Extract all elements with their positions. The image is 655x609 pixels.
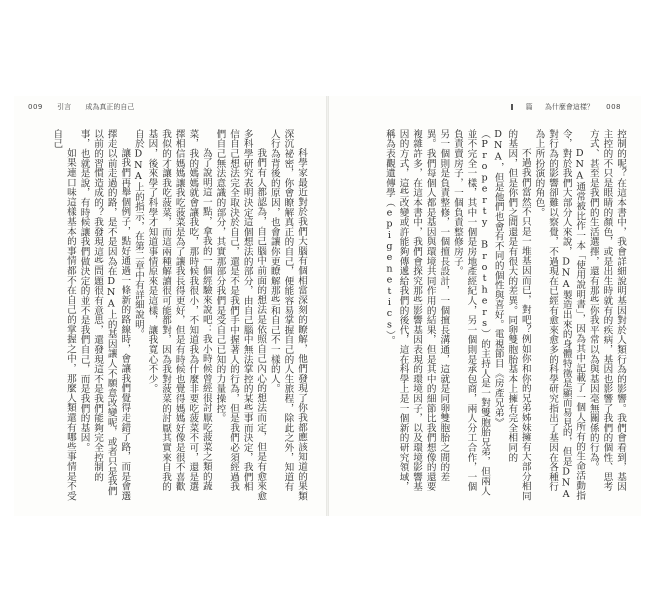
left-paragraph-2: 我們有人都認為，自己腦中前面的想法是依照自己內心的想法而定，但是有愈來愈多科學研究表明決定這個想法的部分，由自己腦中無法掌控的某些事而決定，我們相信自己想法完全取決於自己，還是不是我們手中握著人的行為，但是我們必須經過我們自己無法意識的部分，其實那部分我們是受自己已知的力量操控。 <box>214 129 267 501</box>
left-page-number: 009 <box>28 103 43 111</box>
section-mark-icon <box>511 104 513 110</box>
left-paragraph-5: 讓我們再舉個例子，點好通過一條新的路線時，會讓我們覺得走錯了路，而是會選擇走以前走過的路，是不是因為在DNA上的基因讓人不願意改變呢，或者只是我們以前的習慣造成的？我發現這些問題很有意思，還發現這不是我們能夠完全控制的事，也就是說，有時候讓我們做決定的並不是我們自己，而是我們的基因。 <box>78 129 131 501</box>
right-page <box>328 96 641 516</box>
right-paragraph-1: 控制的呢？在這本書中，我會詳細說明基因對於人類行為的影響。我們會看到，基因主控的不只是眼睛的顏色，或是出生時就有的疾病，基因也影響了我們的個性、思考方式、甚至是我們的生活選擇，還有那些你我平常以為與基因毫無關係的行為。 <box>587 129 626 492</box>
left-header-section: 引言 <box>57 103 72 111</box>
right-header-section: 篇 <box>511 103 533 111</box>
right-paragraph-3: 不過我們當然不只是一堆基因而已，對吧？例如你和你的兄弟姊妹擁有大部分相同的基因，但是你們之間還是有很大的差異。同卵雙胞胎基本上擁有完全相同的DNA，但是他們也會有不同的個性與喜好。電視節目《房產兄弟》（Property Brothers）的主持人是一對雙胞胎兄弟，但兩人並不完全一樣，其中一個是房地產經紀人，另一個則是承包商，兩人分工合作，一個負責賣房子，一個負責整修房子。 <box>451 129 531 501</box>
right-header-title: 為什麼會這樣？ <box>544 103 594 111</box>
left-page <box>14 96 327 516</box>
left-paragraph-6: 如果連口味這樣基本的事情都不在自己的掌握之中，那麼人類還有哪些事情是不受自己 <box>51 129 76 501</box>
left-paragraph-1: 科學家最近對於我們大腦有個相當深刻的瞭解，他們發現了你我都應該知道的果類深沉祕密，你會瞭解真正的自己，便能容易掌握自己的人生旅程，除此之外，知道有人行為背後的原因，也會讓你更瞭解那些和自己不一樣的人。 <box>268 129 307 501</box>
left-header-title: 成為真正的自己 <box>85 103 135 111</box>
right-page-body <box>344 129 627 501</box>
right-page-header <box>501 102 621 112</box>
right-paragraph-2: DNA通常被比作一本「使用說明書」，因為其中記載了一個人所有的生命活動指令，對於我們大部分人來說，DNA製造出來的身體特徵是顯而易見的，但是DNA對行為的影響卻難以察覺，不過現在已經有愈來愈多的科學研究指出了基因在各種行為上所扮演的角色。 <box>533 129 586 501</box>
left-page-body <box>40 129 308 501</box>
right-page-number: 008 <box>606 103 621 111</box>
left-paragraph-3: 為了說明這一點，拿我的一個經驗來說吧：我小時候曾經很討厭吃菠菜之類的蔬菜，我的媽媽就會讓我吃，那時候我很小，不知道我為什麼非要吃菠菜不可，還是選擇相信媽媽讓我吃菠菜是為了讓我長得更好，但是有時候也覺得媽媽好像是很不喜歡我似的才讓我吃菠菜，而這兩種解讀很可能都對，因為我對菠菜的討厭其實來自我的基因，後來學了科學才知道事情原來是這樣，讓我寬心不少。 <box>146 129 212 492</box>
left-page-header <box>28 102 146 112</box>
right-paragraph-4: 另一個則是負責整修，一個擅長設計，一個擅長溝通，這就是同卵雙胞胎之間的差異。我們每個人都是基因與環境共同作用的結果，但是其中的細節比我們想像的還要複雜許多，在這本書中，我們會探究那些影響基因表現的環境因子，以及環境影響基因的方式，這些改變或許能夠傳遞給我們的後代，這在科學上是一個新的研究領域，稱為表觀遺傳學（epigenetics）。 <box>383 129 450 492</box>
left-paragraph-4: 自於DNA上的指示，在第二章中有詳細說明。 <box>132 129 144 339</box>
book-spread <box>14 96 641 516</box>
